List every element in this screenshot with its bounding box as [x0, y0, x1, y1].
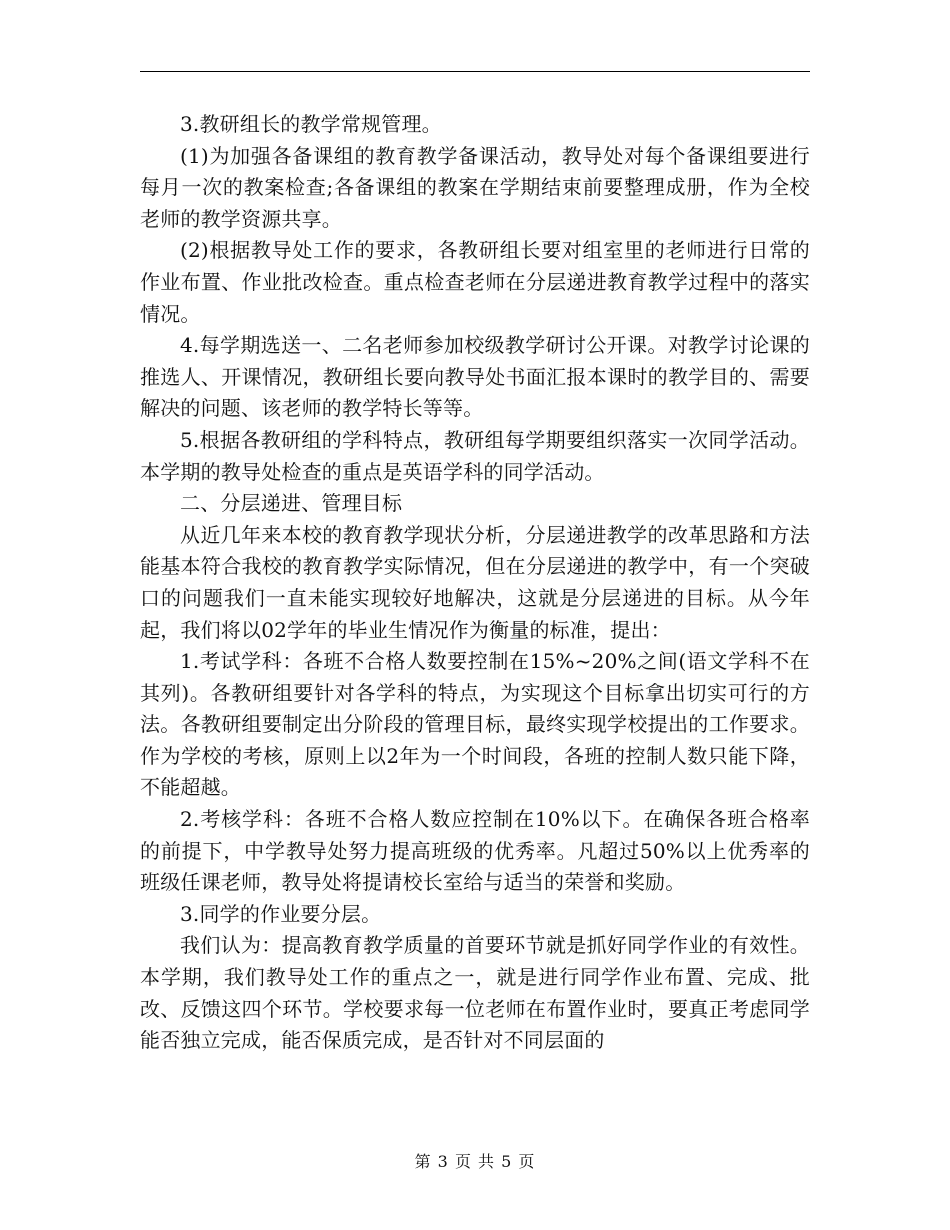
paragraph-assessment-subjects: 2.考核学科：各班不合格人数应控制在10%以下。在确保各班合格率的前提下，中学教导处努力提高班级的优秀率。凡超过50%以上优秀率的班级任课老师，教导处将提请校长室给与适当的荣誉和奖励。: [140, 807, 810, 895]
paragraph-homework-head: 3.同学的作业要分层。: [180, 901, 382, 926]
section-heading-2: 二、分层递进、管理目标: [180, 491, 403, 516]
body-text: [140, 109, 810, 1057]
paragraph-3-2: (2)根据教导处工作的要求，各教研组长要对组室里的老师进行日常的作业布置、作业批改检查。重点检查老师在分层递进教育教学过程中的落实情况。: [140, 238, 810, 326]
paragraph-intro: 从近几年来本校的教育教学现状分析，分层递进教学的改革思路和方法能基本符合我校的教育教学实际情况，但在分层递进的教学中，有一个突破口的问题我们一直未能实现较好地解决，这就是分层递进的目标。从今年起，我们将以02学年的毕业生情况作为衡量的标准，提出：: [140, 522, 810, 642]
header-rule: [140, 71, 810, 72]
paragraph-3-section-head: 3.教研组长的教学常规管理。: [180, 112, 442, 136]
page-number-footer: 第 3 页 共 5 页: [414, 1152, 536, 1171]
paragraph-4: 4.每学期选送一、二名老师参加校级教学研讨公开课。对教学讨论课的推选人、开课情况，教研组长要向教导处书面汇报本课时的教学目的、需要解决的问题、该老师的教学特长等等。: [140, 333, 810, 421]
paragraph-5: 5.根据各教研组的学科特点，教研组每学期要组织落实一次同学活动。本学期的教导处检查的重点是英语学科的同学活动。: [140, 427, 810, 484]
paragraph-exam-subjects: 1.考试学科：各班不合格人数要控制在15%~20%之间(语文学科不在其列)。各教研组要针对各学科的特点，为实现这个目标拿出切实可行的方法。各教研组要制定出分阶段的管理目标，最终实现学校提出的工作要求。作为学校的考核，原则上以2年为一个时间段，各班的控制人数只能下降，不能超越。: [140, 649, 810, 800]
paragraph-3-1: (1)为加强各备课组的教育教学备课活动，教导处对每个备课组要进行每月一次的教案检查;各备课组的教案在学期结束前要整理成册，作为全校老师的教学资源共享。: [140, 143, 810, 231]
paragraph-homework-body: 我们认为：提高教育教学质量的首要环节就是抓好同学作业的有效性。本学期，我们教导处工作的重点之一，就是进行同学作业布置、完成、批改、反馈这四个环节。学校要求每一位老师在布置作业时，要真正考虑同学能否独立完成，能否保质完成，是否针对不同层面的: [140, 933, 810, 1053]
